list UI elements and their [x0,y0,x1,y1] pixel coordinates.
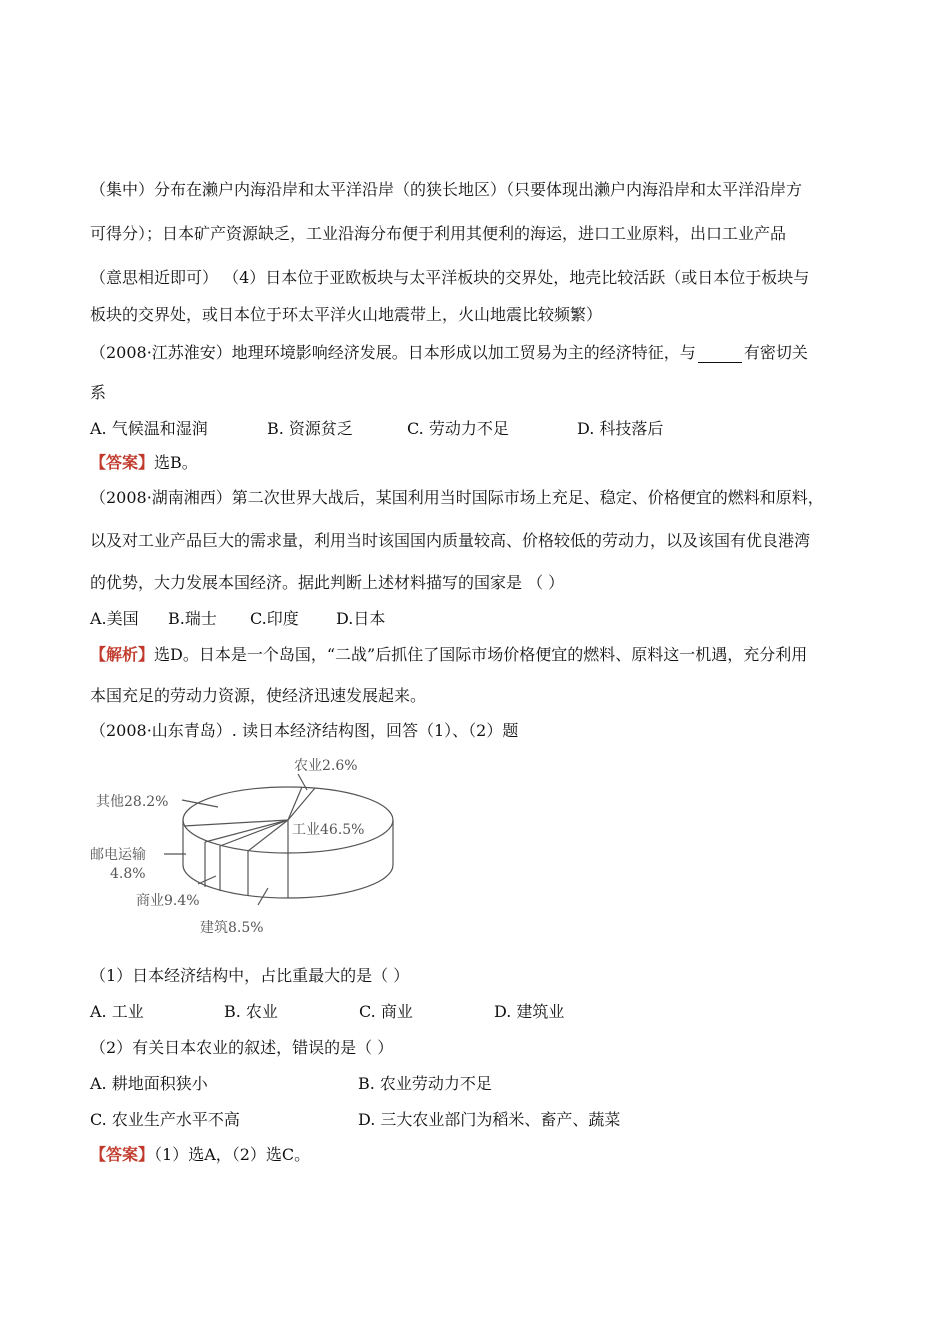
question-3-2: （2）有关日本农业的叙述，错误的是（ ） [90,1038,394,1057]
label-industry: 工业46.5% [292,822,365,838]
question-2-line-1: （2008·湖南湘西）第二次世界大战后，某国利用当时国际市场上充足、稳定、价格便宜的燃料和原料， [90,488,824,507]
option-d: D. 三大农业部门为稻米、畜产、蔬菜 [358,1110,621,1129]
option-a: A. 工业 [90,1002,144,1021]
slice-divider-agri-1 [288,787,302,820]
question-2-line-3: 的优势，大力发展本国经济。据此判断上述材料描写的国家是 （ ） [90,573,565,592]
question-3-2-options-row-2 [90,1110,620,1130]
question-2-line-2: 以及对工业产品巨大的需求量，利用当时该国国内质量较高、价格较低的劳动力，以及该国有优良港湾 [90,531,811,550]
paragraph-line-1: （集中）分布在濑户内海沿岸和太平洋沿岸（的狭长地区）（只要体现出濑户内海沿岸和太平洋沿岸方 [90,180,803,199]
option-b: B. 农业劳动力不足 [358,1074,492,1093]
option-c: C. 农业生产水平不高 [90,1110,240,1129]
answer-tag: 【答案】 [90,1145,155,1164]
paragraph-line-4: 板块的交界处，或日本位于环太平洋火山地震带上，火山地震比较频繁） [90,305,603,324]
question-3-1: （1）日本经济结构中，占比重最大的是（ ） [90,966,410,985]
option-b: B. 农业 [224,1002,278,1021]
question-1-text: （2008·江苏淮安）地理环境影响经济发展。日本形成以加工贸易为主的经济特征，与 [90,343,696,362]
answer-3 [90,1145,310,1165]
analysis-2-line-2: 本国充足的劳动力资源，使经济迅速发展起来。 [90,686,427,705]
question-3-title: （2008·山东青岛）. 读日本经济结构图，回答（1）、（2）题 [90,721,519,740]
paragraph-line-3: （意思相近即可） （4）日本位于亚欧板块与太平洋板块的交界处，地壳比较活跃（或日本位于板块与 [90,268,810,287]
question-1 [90,343,808,363]
label-transport: 邮电运输 [90,847,146,863]
option-d: D.日本 [336,609,386,628]
answer-tag: 【答案】 [90,453,155,472]
slice-divider-transport [205,820,288,842]
leader-commerce [198,876,216,884]
answer-1 [90,453,198,473]
analysis-text: 选D。日本是一个岛国，“二战”后抓住了国际市场价格便宜的燃料、原料这一机遇，充分利用 [154,645,808,664]
option-a: A. 耕地面积狭小 [90,1074,208,1093]
answer-text: （1）选A，（2）选C。 [154,1145,311,1164]
question-1-text-end: 有密切关 [743,343,808,362]
slice-divider-other [184,820,288,826]
option-b: B. 资源贫乏 [267,419,353,438]
question-1-wrap: 系 [90,383,107,402]
slice-divider-construction [248,820,288,851]
question-3-2-options-row-1 [90,1074,492,1094]
answer-blank [698,346,742,363]
label-transport-value: 4.8% [110,866,146,882]
leader-other [182,800,218,807]
option-d: D. 建筑业 [494,1002,565,1021]
option-a: A. 气候温和湿润 [90,419,208,438]
option-c: C. 商业 [359,1002,413,1021]
option-b: B.瑞士 [168,609,217,628]
japan-economy-pie-chart [88,752,418,942]
option-d: D. 科技落后 [577,419,664,438]
question-3-1-options [90,1002,564,1022]
question-2-options [90,609,385,629]
analysis-2-line-1 [90,645,807,665]
answer-text: 选B。 [154,453,198,472]
paragraph-line-2: 可得分）；日本矿产资源缺乏，工业沿海分布便于利用其便利的海运，进口工业原料，出口工业产品 [90,224,787,243]
question-1-options [90,419,663,439]
label-other: 其他28.2% [96,794,169,810]
option-c: C. 劳动力不足 [407,419,509,438]
label-construction: 建筑8.5% [200,920,264,936]
option-c: C.印度 [250,609,299,628]
analysis-tag: 【解析】 [90,645,155,664]
label-agriculture: 农业2.6% [294,758,358,774]
slice-divider-agri-2 [288,788,315,820]
option-a: A.美国 [90,609,139,628]
label-commerce: 商业9.4% [136,893,200,909]
